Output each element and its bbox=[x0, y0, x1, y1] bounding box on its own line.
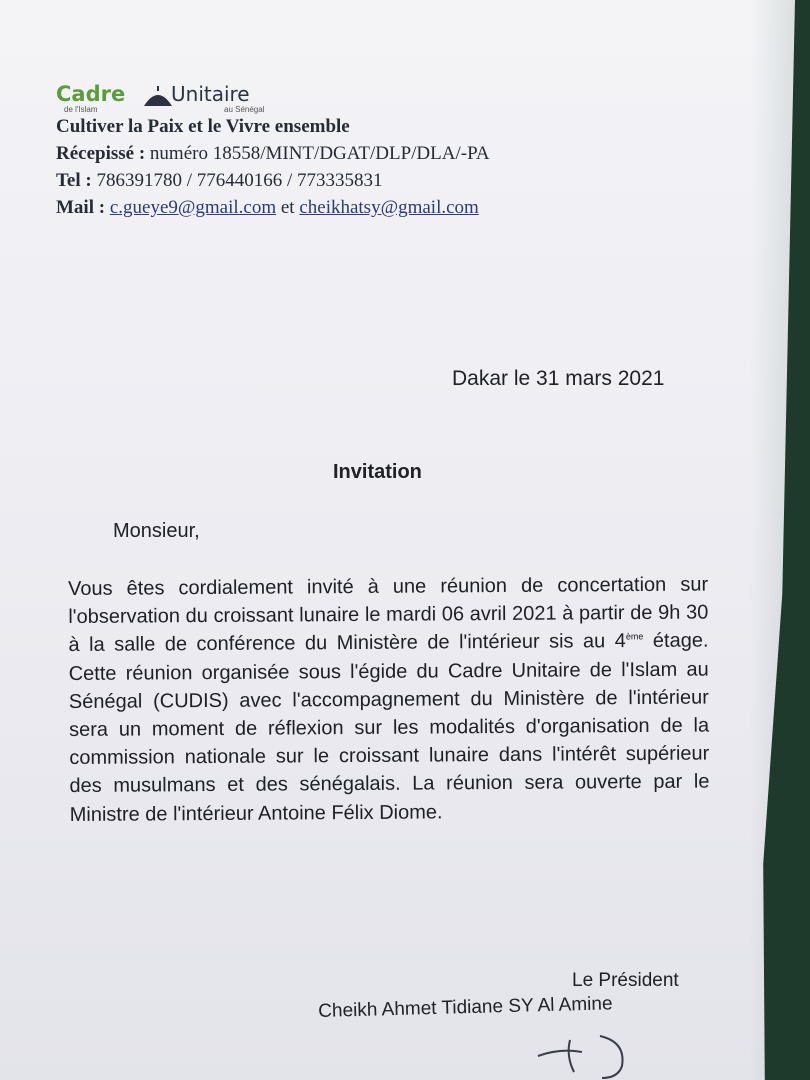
letterhead bbox=[56, 80, 490, 224]
tel-line bbox=[56, 170, 490, 192]
floor-superscript: ème bbox=[625, 631, 644, 642]
receipt-value: numéro 18558/MINT/DGAT/DLP/DLA/-PA bbox=[149, 143, 490, 164]
mail-label: Mail : bbox=[56, 197, 106, 218]
signatory-name: Cheikh Ahmet Tidiane SY Al Amine bbox=[318, 993, 613, 1022]
body-text-part1: Vous êtes cordialement invité à une réunion de concertation sur l'observation du croissant lunaire le mardi 06 avril 2021 à partir de 9h 30 à la salle de conférence du Ministère de l'intérieur sis au 4 bbox=[68, 573, 709, 657]
letter-date: Dakar le 31 mars 2021 bbox=[452, 367, 665, 390]
salutation: Monsieur, bbox=[113, 520, 200, 542]
logo-word-cadre: Cadre bbox=[56, 82, 126, 106]
email-link-1[interactable]: c.gueye9@gmail.com bbox=[109, 197, 277, 218]
slogan: Cultiver la Paix et le Vivre ensemble bbox=[56, 116, 350, 137]
mail-conjunction: et bbox=[280, 197, 295, 218]
logo-sub-au-senegal: au Sénégal bbox=[224, 105, 265, 114]
receipt-line bbox=[56, 143, 490, 165]
handwritten-signature bbox=[530, 1028, 640, 1080]
tel-label: Tel : bbox=[56, 170, 92, 191]
receipt-label: Récepissé : bbox=[56, 143, 146, 164]
mail-line bbox=[56, 197, 490, 219]
body-text-part2: étage. Cette réunion organisée sous l'égide du Cadre Unitaire de l'Islam au Sénégal (CUDIS) avec l'accompagnement du Ministère de l'intérieur sera un moment de réflexion sur les modalités d'organisation de la commission nationale sur le croissant lunaire dans l'intérêt supérieur des musulmans et des sénégalais. La réunion sera ouverte par le Ministre de l'intérieur Antoine Félix Diome. bbox=[68, 629, 710, 826]
letter-body bbox=[68, 571, 710, 829]
background-edge bbox=[750, 0, 810, 1080]
letter-title: Invitation bbox=[333, 461, 422, 483]
email-link-2[interactable]: cheikhatsy@gmail.com bbox=[299, 197, 479, 218]
cudis-logo bbox=[56, 80, 296, 116]
logo-word-unitaire: Unitaire bbox=[171, 82, 250, 106]
signatory-role: Le Président bbox=[572, 970, 679, 991]
tel-value: 786391780 / 776440166 / 773335831 bbox=[96, 170, 383, 191]
logo-sub-de-islam: de l'Islam bbox=[64, 105, 98, 114]
